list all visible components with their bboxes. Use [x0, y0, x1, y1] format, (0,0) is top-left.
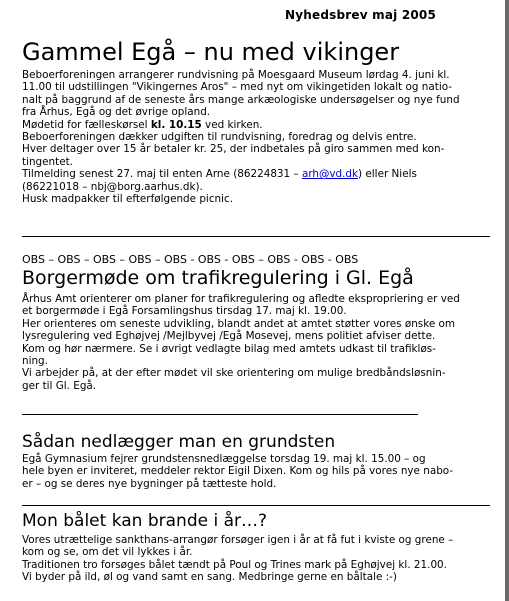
- article-1-line: fra Århus, Egå og det øvrige opland.: [22, 106, 211, 119]
- email-link-arh[interactable]: arh@vd.dk: [301, 168, 359, 181]
- article-2-line: lysregulering ved Eghøjvej /Mejlbyvej /Egå Mosevej, mens politiet afviser dette.: [22, 330, 436, 343]
- article-1-line: Husk madpakker til efterfølgende picnic.: [22, 193, 234, 206]
- article-4-title: Mon bålet kan brande i år…?: [22, 511, 268, 531]
- article-3-line: er – og se deres nye bygninger på tætteste hold.: [22, 477, 277, 490]
- signup-prefix: Tilmelding senest 27. maj til enten Arne (86224831 –: [22, 168, 302, 181]
- article-1-line: 11.00 til udstillingen "Vikingernes Aros" – med nyt om vikingetiden lokalt og natio-: [22, 81, 453, 94]
- article-1-body: [22, 69, 492, 205]
- article-2-body: [22, 293, 492, 392]
- article-2-title: Borgermøde om trafikregulering i Gl. Egå: [22, 267, 414, 289]
- signup-suffix: ) eller Niels: [358, 168, 417, 181]
- meet-time: kl. 10.15: [150, 118, 202, 131]
- newsletter-header: Nyhedsbrev maj 2005: [285, 8, 437, 22]
- article-4-line: Traditionen tro forsøges bålet tændt på Poul og Trines mark på Eghøjvej kl. 21.00.: [22, 558, 447, 571]
- article-2-line: ning.: [22, 355, 48, 368]
- section-divider: [22, 505, 490, 506]
- article-1-title: Gammel Egå – nu med vikinger: [22, 38, 400, 66]
- article-3-line: Egå Gymnasium fejrer grundstensnedlæggelse torsdag 19. maj kl. 15.00 – og: [22, 453, 426, 465]
- meeting-time-line: [22, 119, 492, 131]
- article-3-line: hele byen er inviteret, meddeler rektor Eigil Dixen. Kom og hils på vores nye nabo-: [22, 465, 454, 478]
- article-1-line: (86221018 – nbj@borg.aarhus.dk).: [22, 180, 203, 193]
- article-3-title: Sådan nedlægger man en grundsten: [22, 432, 336, 452]
- obs-banner: OBS – OBS – OBS – OBS – OBS - OBS - OBS – OBS - OBS - OBS: [22, 253, 359, 266]
- article-2-line: Her orienteres om seneste udvikling, blandt andet at amtet støtter vores ønske om: [22, 317, 456, 330]
- article-1-line: tingentet.: [22, 155, 73, 168]
- article-4-line: kom og se, om det vil lykkes i år.: [22, 546, 193, 559]
- article-1-line: Beboerforeningen arrangerer rundvisning på Moesgaard Museum lørdag 4. juni kl.: [22, 69, 450, 81]
- section-divider: [22, 414, 418, 415]
- article-2-line: Vi arbejder på, at der efter mødet vil ske orientering om mulige bredbåndsløsnin-: [22, 367, 446, 380]
- article-4-line: Vores utrættelige sankthans-arrangør forsøger igen i år at få fut i kviste og grene –: [22, 534, 454, 546]
- meet-suffix: ved kirken.: [201, 118, 263, 131]
- article-4-line: Vi byder på ild, øl og vand samt en sang. Medbringe gerne en båltale :-): [22, 571, 397, 584]
- section-divider: [22, 236, 490, 237]
- article-1-line: Beboerforeningen dækker udgiften til rundvisning, foredrag og delvis entre.: [22, 131, 417, 144]
- article-1-line: nalt på baggrund af de seneste års mange arkæologiske undersøgelser og nye fund: [22, 93, 460, 106]
- article-4-body: [22, 534, 492, 584]
- article-2-line: et borgermøde i Egå Forsamlingshus tirsdag 17. maj kl. 19.00.: [22, 305, 347, 318]
- article-2-line: ger til Gl. Egå.: [22, 379, 97, 392]
- article-2-line: Århus Amt orienterer om planer for trafikregulering og afledte ekspropriering er ved: [22, 293, 460, 305]
- meet-prefix: Mødetid for fælleskørsel: [22, 118, 151, 131]
- article-1-line: Hver deltager over 15 år betaler kr. 25, der indbetales på giro sammen med kon-: [22, 143, 445, 156]
- article-3-body: [22, 453, 492, 490]
- article-2-line: Kom og hør nærmere. Se i øvrigt vedlagte bilag med amtets udkast til trafikløs-: [22, 342, 436, 355]
- signup-line: [22, 168, 492, 180]
- window-edge: [505, 0, 509, 601]
